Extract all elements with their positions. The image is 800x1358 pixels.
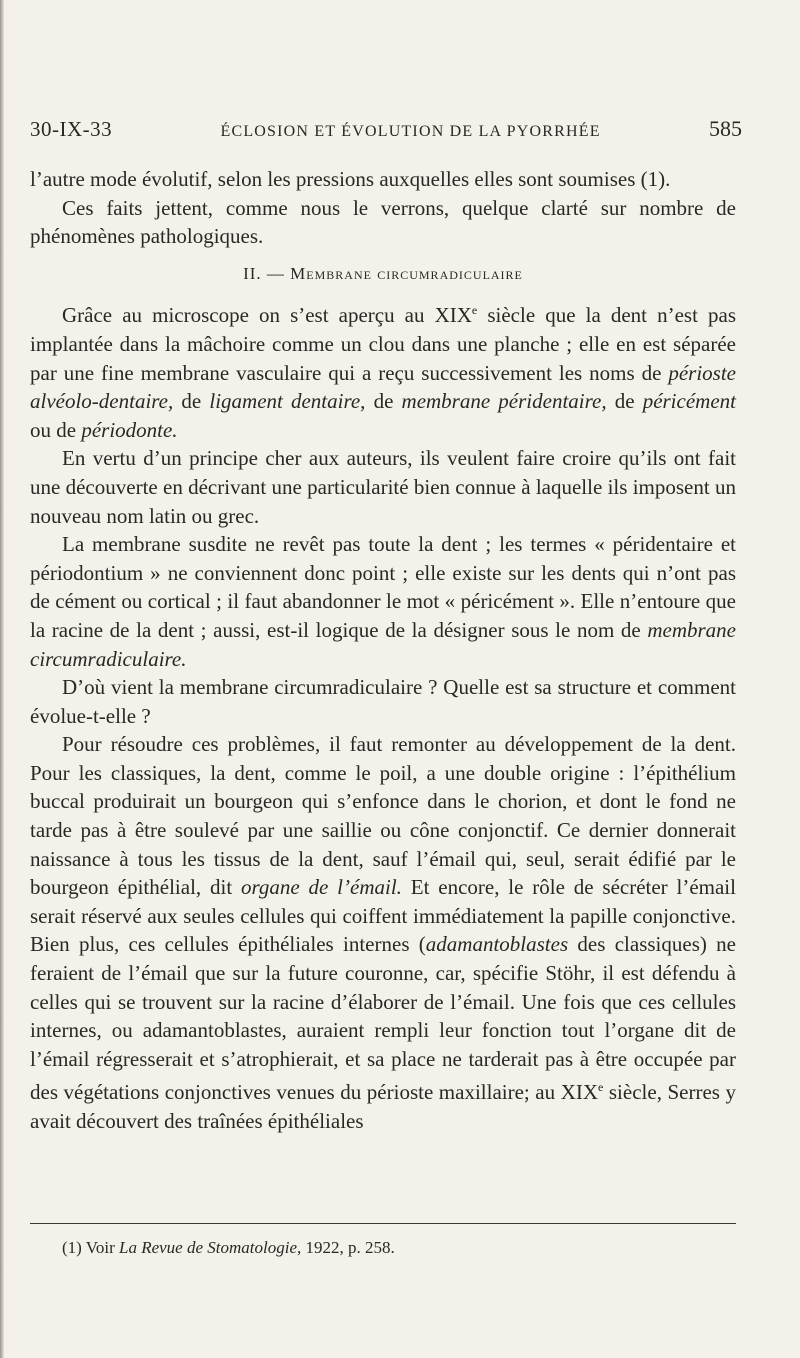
page-number: 585 xyxy=(709,116,742,141)
italic-term: membrane péridentaire, xyxy=(401,389,607,414)
paragraph: D’où vient la membrane circumradiculaire ? Quelle est sa structure et comment évolue-t-elle ? xyxy=(30,675,736,728)
running-date: 30-IX-33 xyxy=(30,117,113,141)
running-title: ÉCLOSION ET ÉVOLUTION DE LA PYORRHÉE xyxy=(220,123,601,140)
paragraph: En vertu d’un principe cher aux auteurs, ils veulent faire croire qu’ils ont fait une découverte en décrivant une particularité bien connue à laquelle ils imposent un nouveau nom latin ou grec. xyxy=(30,446,736,528)
italic-term: périodonte. xyxy=(81,417,178,442)
paragraph: Pour résoudre ces problèmes, il faut remonter au développement de la dent. Pour les classiques, la dent, comme le poil, a une double origine : l’épithélium buccal produirait un bourgeon qui s’enfonce dans le chorion, et dont le fond ne tarde pas à être soulevé par une saillie ou cône conjonctif. Ce dernier donnerait naissance à tous les tissus de la dent, sauf l’émail qui, seul, serait édifié par le bourgeon épithélial, dit organe de l’émail. Et encore, le rôle de sécréter l’émail serait réservé aux seules cellules qui coiffent immédiatement la papille conjonctive. Bien plus, ces cellules épithéliales internes (adamantoblastes des classiques) ne feraient de l’émail que sur la future couronne, car, spécifie Stöhr, il est défendu à celles qui se trouvent sur la racine d’élaborer de l’émail. Une fois que ces cellules internes, ou adamantoblastes, auraient rempli leur fonction tout l’organe dit de l’émail régresserait et s’atrophierait, et sa place ne tarderait pas à être occupée par des végétations conjonctives venues du périoste maxillaire; au XIXe siècle, Serres y avait découvert des traînées épithéliales xyxy=(30,732,737,1133)
section-heading: II. — Membrane circumradiculaire xyxy=(243,263,523,283)
footnote-marker: (1) xyxy=(62,1238,82,1257)
italic-term: adamantoblastes xyxy=(425,932,569,957)
footnote-rule xyxy=(30,1223,736,1224)
italic-term: périoste alvéolo-dentaire, xyxy=(30,360,736,414)
running-header xyxy=(30,116,742,142)
footnote: (1) Voir La Revue de Stomatologie, 1922, p. 258. xyxy=(62,1238,395,1257)
italic-term: membrane circumradiculaire. xyxy=(30,617,736,671)
page-edge-shadow xyxy=(0,0,4,1358)
paragraph: La membrane susdite ne revêt pas toute la dent ; les termes « péridentaire et périodontium » ne conviennent donc point ; elle existe sur les dents qui n’ont pas de cément ou cortical ; il faut abandonner le mot « péricément ». Elle n’entoure que la racine de la dent ; aussi, est-il logique de la désigner sous le nom de membrane circumradiculaire. xyxy=(30,532,736,671)
body-text xyxy=(30,165,736,1136)
paragraph: l’autre mode évolutif, selon les pressions auxquelles elles sont soumises (1). xyxy=(30,167,671,191)
paragraph: Ces faits jettent, comme nous le verrons, quelque clarté sur nombre de phénomènes pathologiques. xyxy=(30,195,736,249)
italic-term: péricément xyxy=(642,389,736,414)
paragraph: Grâce au microscope on s’est aperçu au XIXe siècle que la dent n’est pas implantée dans la mâchoire comme un clou dans une planche ; elle en est séparée par une fine membrane vasculaire qui a reçu successivement les noms de périoste alvéolo-dentaire, de ligament dentaire, de membrane péridentaire, de péricément ou de périodonte. xyxy=(30,303,736,442)
italic-term: organe de l’émail. xyxy=(240,875,402,900)
italic-term: ligament dentaire, xyxy=(209,389,366,414)
journal-title: La Revue de Stomatologie, xyxy=(119,1238,302,1257)
